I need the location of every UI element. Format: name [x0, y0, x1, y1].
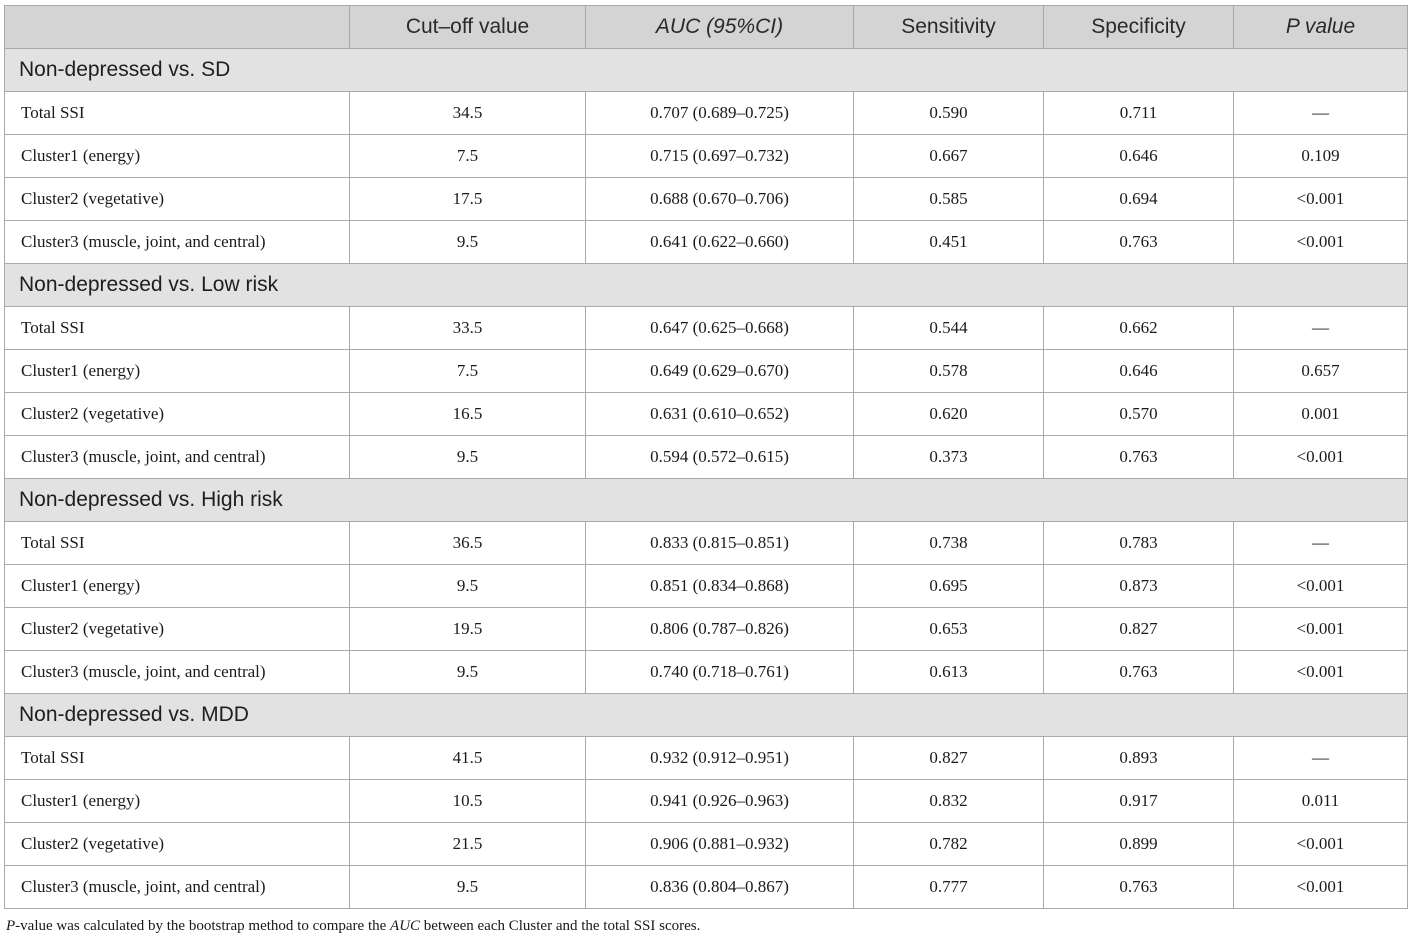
cell-sensitivity: 0.620 [854, 393, 1044, 436]
cell-cutoff: 10.5 [350, 780, 586, 823]
cell-specificity: 0.763 [1044, 221, 1234, 264]
cell-sensitivity: 0.544 [854, 307, 1044, 350]
table-row [5, 350, 1408, 393]
table-row [5, 436, 1408, 479]
cell-measure: Cluster1 (energy) [5, 565, 350, 608]
cell-p-value: <0.001 [1234, 178, 1408, 221]
cell-cutoff: 9.5 [350, 866, 586, 909]
cell-measure: Total SSI [5, 307, 350, 350]
cell-p-value: <0.001 [1234, 565, 1408, 608]
cell-p-value: 0.109 [1234, 135, 1408, 178]
cell-cutoff: 9.5 [350, 221, 586, 264]
cell-cutoff: 33.5 [350, 307, 586, 350]
group-row [5, 49, 1408, 92]
cell-sensitivity: 0.578 [854, 350, 1044, 393]
header-auc: AUC (95%CI) [586, 6, 854, 49]
cell-sensitivity: 0.832 [854, 780, 1044, 823]
cell-specificity: 0.646 [1044, 135, 1234, 178]
header-p-value: P value [1234, 6, 1408, 49]
cell-sensitivity: 0.590 [854, 92, 1044, 135]
table-row [5, 178, 1408, 221]
cell-specificity: 0.899 [1044, 823, 1234, 866]
cell-cutoff: 19.5 [350, 608, 586, 651]
cell-measure: Total SSI [5, 522, 350, 565]
cell-specificity: 0.763 [1044, 866, 1234, 909]
cell-specificity: 0.917 [1044, 780, 1234, 823]
cell-p-value: 0.657 [1234, 350, 1408, 393]
cell-measure: Cluster2 (vegetative) [5, 178, 350, 221]
cell-specificity: 0.763 [1044, 436, 1234, 479]
header-cutoff: Cut–off value [350, 6, 586, 49]
cell-p-value: — [1234, 307, 1408, 350]
cell-sensitivity: 0.451 [854, 221, 1044, 264]
table-row [5, 565, 1408, 608]
cell-p-value: — [1234, 522, 1408, 565]
cell-auc: 0.641 (0.622–0.660) [586, 221, 854, 264]
cell-auc: 0.740 (0.718–0.761) [586, 651, 854, 694]
cell-specificity: 0.570 [1044, 393, 1234, 436]
footnote [6, 918, 700, 935]
group-row [5, 694, 1408, 737]
cell-cutoff: 36.5 [350, 522, 586, 565]
footnote-auc-term: AUC [390, 918, 421, 934]
cell-auc: 0.906 (0.881–0.932) [586, 823, 854, 866]
cell-p-value: <0.001 [1234, 221, 1408, 264]
cell-sensitivity: 0.585 [854, 178, 1044, 221]
cell-sensitivity: 0.613 [854, 651, 1044, 694]
cell-measure: Cluster1 (energy) [5, 350, 350, 393]
cell-cutoff: 41.5 [350, 737, 586, 780]
header-measure [5, 6, 350, 49]
cell-auc: 0.806 (0.787–0.826) [586, 608, 854, 651]
cell-p-value: <0.001 [1234, 436, 1408, 479]
cell-specificity: 0.893 [1044, 737, 1234, 780]
group-row [5, 264, 1408, 307]
cell-measure: Cluster3 (muscle, joint, and central) [5, 651, 350, 694]
header-row [5, 6, 1408, 49]
cell-auc: 0.647 (0.625–0.668) [586, 307, 854, 350]
cell-cutoff: 16.5 [350, 393, 586, 436]
cell-sensitivity: 0.667 [854, 135, 1044, 178]
footnote-text-1: -value was calculated by the bootstrap method to compare the [15, 918, 391, 934]
cell-auc: 0.932 (0.912–0.951) [586, 737, 854, 780]
cell-specificity: 0.827 [1044, 608, 1234, 651]
table-row [5, 522, 1408, 565]
footnote-text-2: between each Cluster and the total SSI scores. [420, 918, 701, 934]
cell-auc: 0.941 (0.926–0.963) [586, 780, 854, 823]
table-row [5, 608, 1408, 651]
cell-sensitivity: 0.738 [854, 522, 1044, 565]
cell-auc: 0.707 (0.689–0.725) [586, 92, 854, 135]
cell-cutoff: 21.5 [350, 823, 586, 866]
cell-measure: Total SSI [5, 737, 350, 780]
table-header [5, 6, 1408, 49]
table-row [5, 393, 1408, 436]
cell-auc: 0.688 (0.670–0.706) [586, 178, 854, 221]
cell-cutoff: 9.5 [350, 651, 586, 694]
group-title: Non-depressed vs. Low risk [5, 264, 1408, 307]
cell-auc: 0.594 (0.572–0.615) [586, 436, 854, 479]
cell-measure: Cluster1 (energy) [5, 780, 350, 823]
cell-p-value: <0.001 [1234, 866, 1408, 909]
cell-p-value: — [1234, 92, 1408, 135]
cell-measure: Cluster2 (vegetative) [5, 608, 350, 651]
group-row [5, 479, 1408, 522]
table-row [5, 92, 1408, 135]
cell-measure: Cluster3 (muscle, joint, and central) [5, 866, 350, 909]
cell-cutoff: 7.5 [350, 135, 586, 178]
cell-cutoff: 34.5 [350, 92, 586, 135]
cell-measure: Cluster3 (muscle, joint, and central) [5, 436, 350, 479]
table-row [5, 823, 1408, 866]
cell-measure: Cluster2 (vegetative) [5, 393, 350, 436]
cell-p-value: — [1234, 737, 1408, 780]
cell-measure: Cluster3 (muscle, joint, and central) [5, 221, 350, 264]
results-table [4, 5, 1408, 909]
cell-specificity: 0.783 [1044, 522, 1234, 565]
cell-sensitivity: 0.782 [854, 823, 1044, 866]
cell-specificity: 0.662 [1044, 307, 1234, 350]
table-row [5, 221, 1408, 264]
cell-cutoff: 17.5 [350, 178, 586, 221]
cell-measure: Cluster2 (vegetative) [5, 823, 350, 866]
header-specificity: Specificity [1044, 6, 1234, 49]
cell-auc: 0.631 (0.610–0.652) [586, 393, 854, 436]
table-row [5, 737, 1408, 780]
cell-specificity: 0.763 [1044, 651, 1234, 694]
table-row [5, 135, 1408, 178]
cell-measure: Cluster1 (energy) [5, 135, 350, 178]
cell-specificity: 0.873 [1044, 565, 1234, 608]
cell-sensitivity: 0.827 [854, 737, 1044, 780]
cell-measure: Total SSI [5, 92, 350, 135]
cell-auc: 0.715 (0.697–0.732) [586, 135, 854, 178]
group-title: Non-depressed vs. MDD [5, 694, 1408, 737]
table-row [5, 651, 1408, 694]
table-body [5, 49, 1408, 909]
cell-cutoff: 9.5 [350, 565, 586, 608]
table-row [5, 780, 1408, 823]
cell-specificity: 0.711 [1044, 92, 1234, 135]
cell-sensitivity: 0.777 [854, 866, 1044, 909]
cell-p-value: 0.001 [1234, 393, 1408, 436]
header-sensitivity: Sensitivity [854, 6, 1044, 49]
table-row [5, 307, 1408, 350]
cell-auc: 0.649 (0.629–0.670) [586, 350, 854, 393]
footnote-p-term: P [6, 918, 16, 934]
group-title: Non-depressed vs. High risk [5, 479, 1408, 522]
cell-sensitivity: 0.373 [854, 436, 1044, 479]
cell-auc: 0.836 (0.804–0.867) [586, 866, 854, 909]
cell-cutoff: 9.5 [350, 436, 586, 479]
cell-specificity: 0.646 [1044, 350, 1234, 393]
cell-sensitivity: 0.653 [854, 608, 1044, 651]
cell-p-value: 0.011 [1234, 780, 1408, 823]
cell-auc: 0.851 (0.834–0.868) [586, 565, 854, 608]
cell-p-value: <0.001 [1234, 608, 1408, 651]
cell-specificity: 0.694 [1044, 178, 1234, 221]
cell-auc: 0.833 (0.815–0.851) [586, 522, 854, 565]
group-title: Non-depressed vs. SD [5, 49, 1408, 92]
cell-p-value: <0.001 [1234, 823, 1408, 866]
table-row [5, 866, 1408, 909]
cell-p-value: <0.001 [1234, 651, 1408, 694]
cell-sensitivity: 0.695 [854, 565, 1044, 608]
cell-cutoff: 7.5 [350, 350, 586, 393]
